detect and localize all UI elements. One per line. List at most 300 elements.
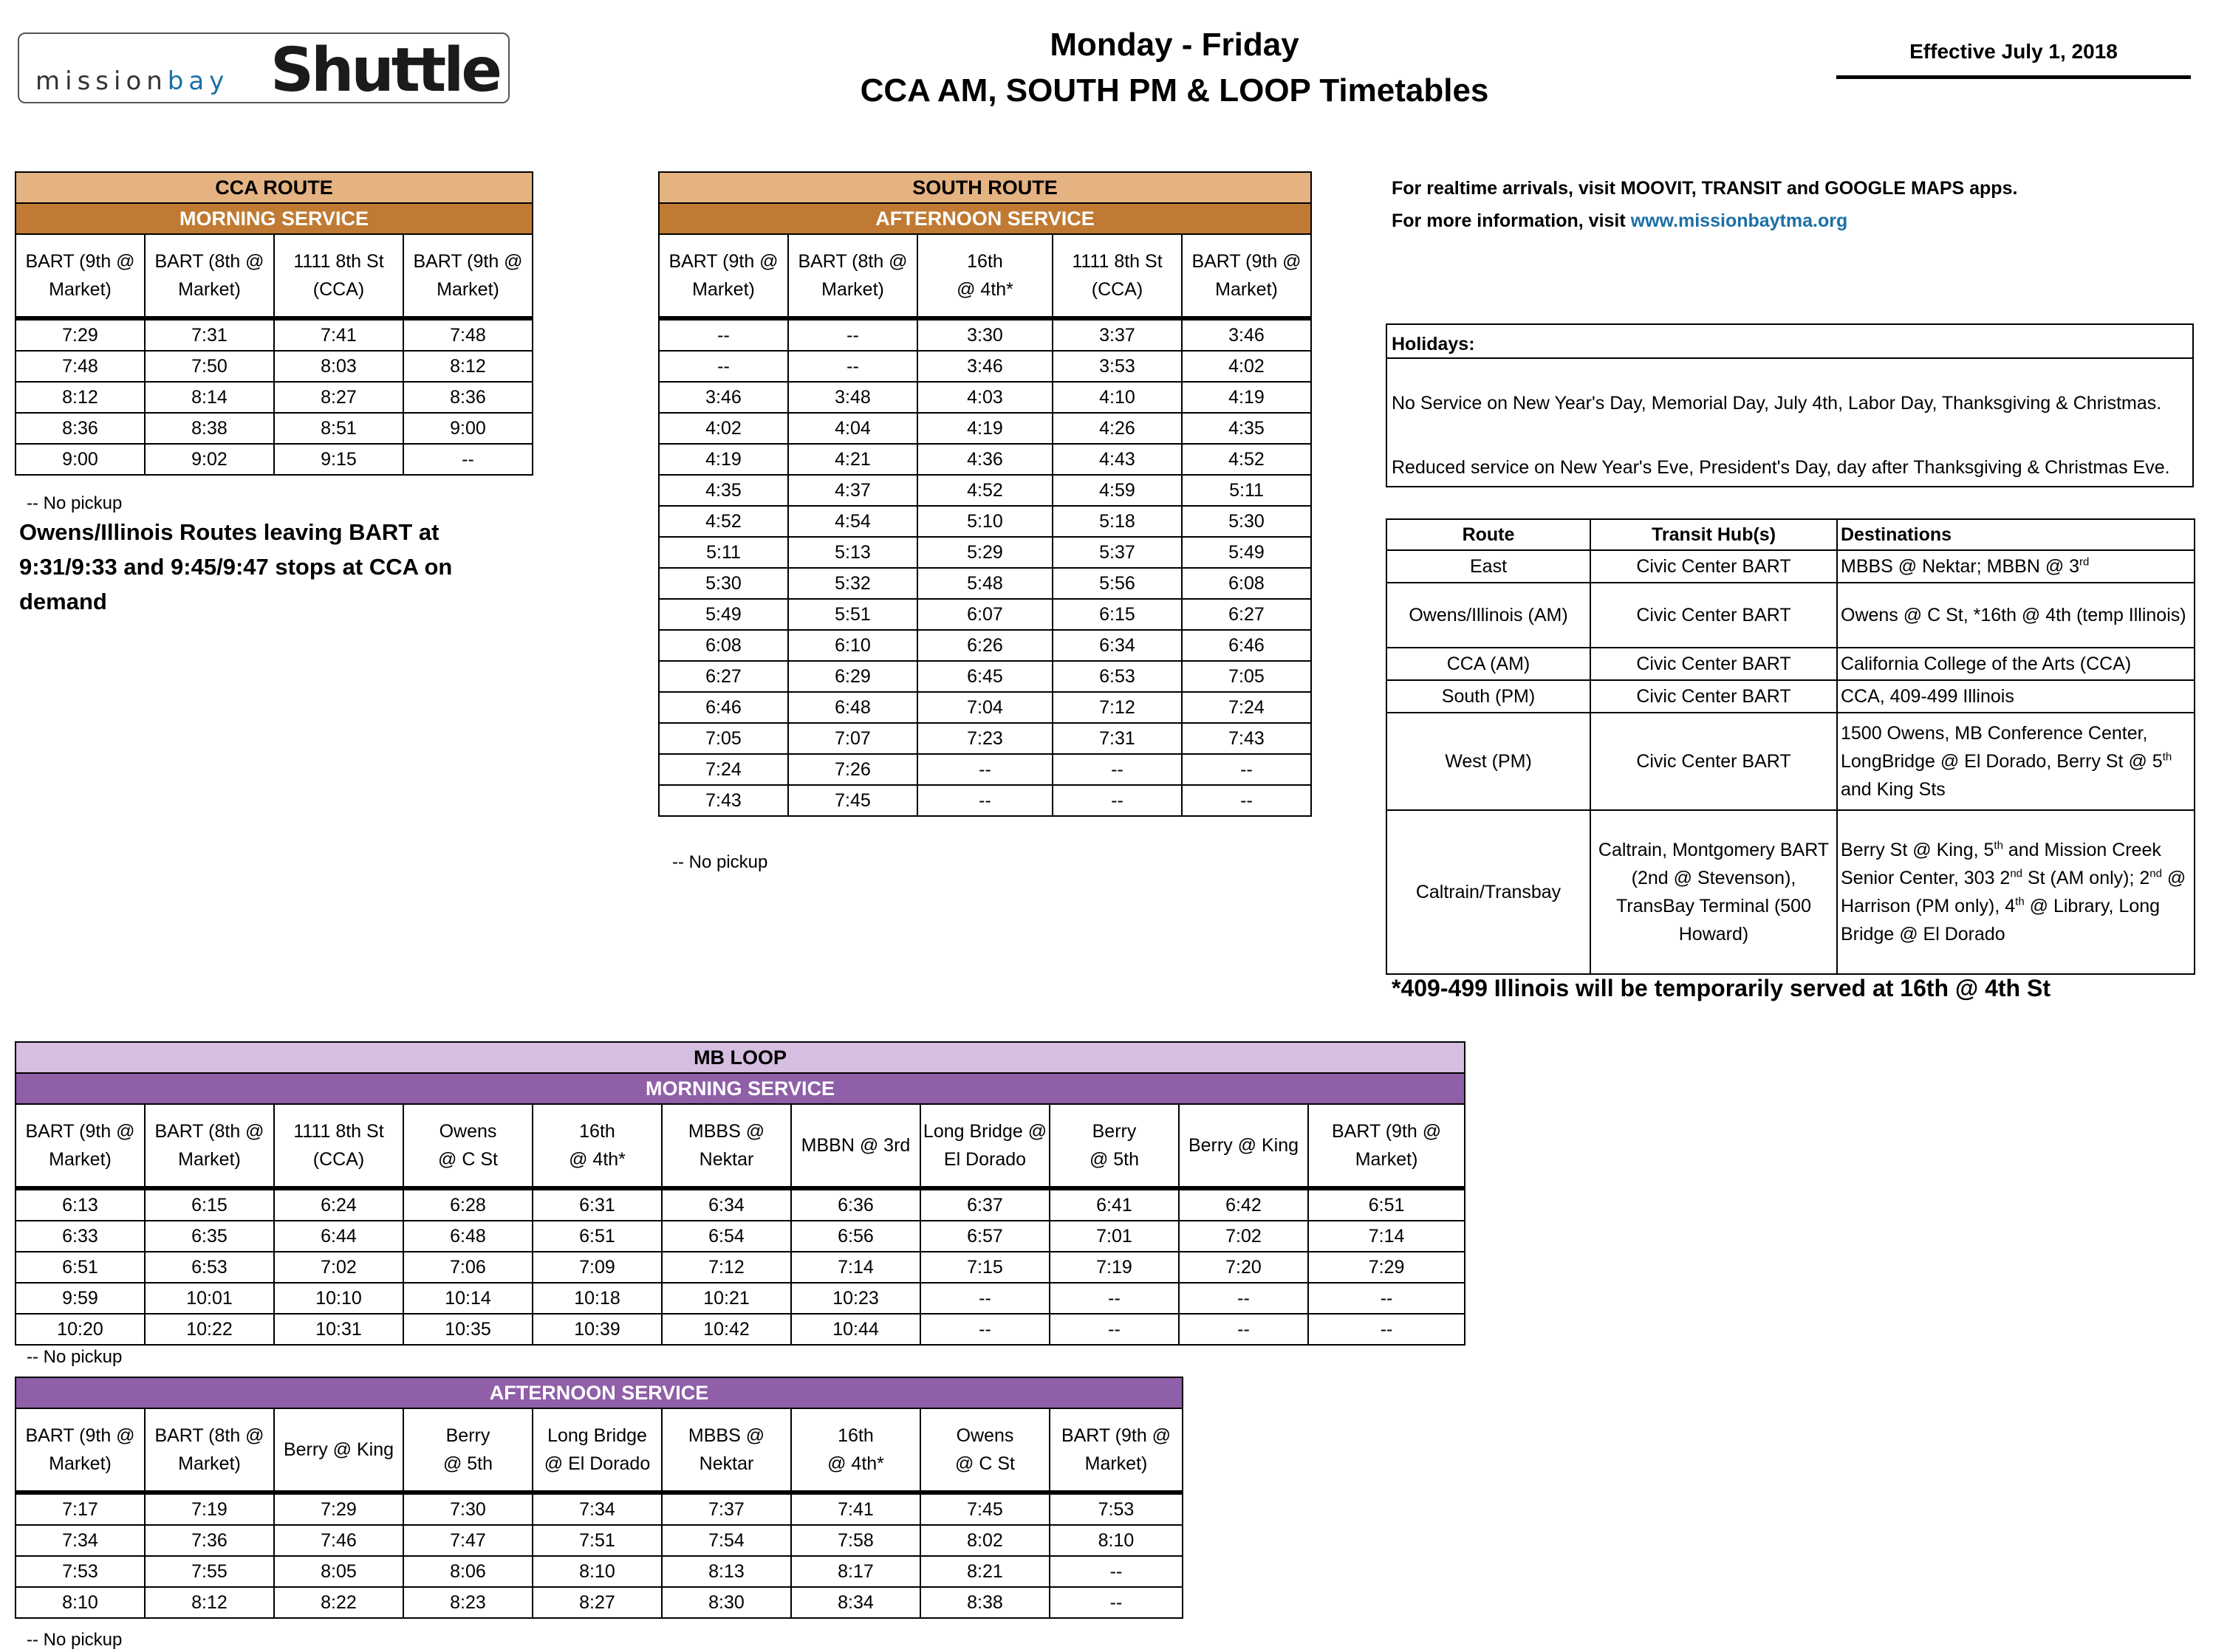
time-cell: 10:35 xyxy=(403,1314,533,1345)
table-row xyxy=(659,599,1311,630)
time-cell: 7:15 xyxy=(920,1252,1050,1283)
table-row xyxy=(16,1314,1465,1345)
table-row xyxy=(16,1252,1465,1283)
time-cell: -- xyxy=(1050,1556,1183,1587)
time-cell: 8:30 xyxy=(662,1587,791,1618)
time-cell: -- xyxy=(1050,1283,1179,1314)
time-cell: 7:07 xyxy=(788,723,917,754)
route-name: Caltrain/Transbay xyxy=(1386,810,1590,974)
table-row xyxy=(16,444,533,475)
route-hub: Civic Center BART xyxy=(1590,648,1837,680)
route-row-owens xyxy=(1386,583,2195,648)
table-row xyxy=(16,318,533,351)
time-cell: 6:42 xyxy=(1179,1188,1308,1221)
route-name: Owens/Illinois (AM) xyxy=(1386,583,1590,648)
column-header: Long Bridge @ El Dorado xyxy=(920,1104,1050,1188)
column-header: BART (9th @ Market) xyxy=(16,1104,145,1188)
time-cell: 10:31 xyxy=(274,1314,403,1345)
owens-note-line: Owens/Illinois Routes leaving BART at xyxy=(19,519,439,545)
time-cell: 7:46 xyxy=(274,1525,403,1556)
mission-bay-shuttle-logo xyxy=(18,32,510,106)
time-cell: 8:17 xyxy=(791,1556,920,1587)
time-cell: 5:11 xyxy=(659,537,788,568)
time-cell: 7:31 xyxy=(145,318,274,351)
time-cell: 5:49 xyxy=(659,599,788,630)
time-cell: 6:08 xyxy=(659,630,788,661)
column-header: BART (9th @ Market) xyxy=(1050,1408,1183,1492)
time-cell: 8:21 xyxy=(920,1556,1050,1587)
title-routes: CCA AM, SOUTH PM & LOOP Timetables xyxy=(860,72,1489,109)
time-cell: 6:53 xyxy=(1053,661,1182,692)
route-name: East xyxy=(1386,550,1590,583)
time-cell: 7:37 xyxy=(662,1492,791,1525)
time-cell: -- xyxy=(659,351,788,382)
time-cell: 7:24 xyxy=(659,754,788,785)
routes-table xyxy=(1386,518,2195,975)
time-cell: 8:27 xyxy=(274,382,403,413)
table-row xyxy=(659,351,1311,382)
time-cell: 4:35 xyxy=(659,475,788,506)
realtime-info: For realtime arrivals, visit MOOVIT, TRANSIT and GOOGLE MAPS apps. xyxy=(1392,178,2018,199)
time-cell: 7:43 xyxy=(659,785,788,816)
column-header: 16th @ 4th* xyxy=(917,234,1053,318)
time-cell: 7:47 xyxy=(403,1525,533,1556)
holidays-no-service: No Service on New Year's Day, Memorial Day, July 4th, Labor Day, Thanksgiving & Christmas. xyxy=(1392,393,2162,414)
time-cell: 5:13 xyxy=(788,537,917,568)
time-cell: 8:06 xyxy=(403,1556,533,1587)
table-row xyxy=(659,568,1311,599)
column-header: Berry @ King xyxy=(1179,1104,1308,1188)
cca-no-pickup-note: -- No pickup xyxy=(27,493,123,513)
time-cell: -- xyxy=(1308,1283,1465,1314)
time-cell: 7:05 xyxy=(1182,661,1311,692)
route-destinations: 1500 Owens, MB Conference Center, LongBridge @ El Dorado, Berry St @ 5th and King Sts xyxy=(1837,713,2195,810)
time-cell: 5:10 xyxy=(917,506,1053,537)
time-cell: 8:36 xyxy=(403,382,533,413)
time-cell: 7:58 xyxy=(791,1525,920,1556)
time-cell: 10:10 xyxy=(274,1283,403,1314)
time-cell: 8:10 xyxy=(16,1587,145,1618)
time-cell: 7:53 xyxy=(1050,1492,1183,1525)
time-cell: 6:15 xyxy=(145,1188,274,1221)
time-cell: 7:31 xyxy=(1053,723,1182,754)
route-destinations: MBBS @ Nektar; MBBN @ 3rd xyxy=(1837,550,2195,583)
time-cell: 8:03 xyxy=(274,351,403,382)
table-row xyxy=(659,413,1311,444)
time-cell: 6:41 xyxy=(1050,1188,1179,1221)
time-cell: -- xyxy=(1053,754,1182,785)
time-cell: 6:34 xyxy=(662,1188,791,1221)
time-cell: 8:13 xyxy=(662,1556,791,1587)
column-header: BART (9th @ Market) xyxy=(1308,1104,1465,1188)
time-cell: 10:18 xyxy=(533,1283,662,1314)
route-hub: Civic Center BART xyxy=(1590,583,1837,648)
column-header: BART (8th @ Market) xyxy=(788,234,917,318)
effective-date: Effective July 1, 2018 xyxy=(1836,40,2191,79)
time-cell: 6:34 xyxy=(1053,630,1182,661)
logo-shuttle-text: Shuttle xyxy=(270,35,499,106)
time-cell: -- xyxy=(788,351,917,382)
time-cell: 7:45 xyxy=(920,1492,1050,1525)
time-cell: 9:00 xyxy=(403,413,533,444)
title-days: Monday - Friday xyxy=(1050,27,1299,63)
time-cell: -- xyxy=(1182,785,1311,816)
owens-note-line: 9:31/9:33 and 9:45/9:47 stops at CCA on xyxy=(19,554,453,580)
time-cell: -- xyxy=(659,318,788,351)
column-header: Berry @ 5th xyxy=(403,1408,533,1492)
logo-mission-text: missionbay xyxy=(35,66,230,96)
time-cell: 6:10 xyxy=(788,630,917,661)
mb-loop-afternoon-table xyxy=(15,1377,1183,1619)
route-row-south xyxy=(1386,680,2195,713)
time-cell: 7:48 xyxy=(403,318,533,351)
time-cell: 6:08 xyxy=(1182,568,1311,599)
time-cell: -- xyxy=(788,318,917,351)
column-header: 1111 8th St (CCA) xyxy=(1053,234,1182,318)
time-cell: 6:48 xyxy=(403,1221,533,1252)
mb-loop-afternoon-title: AFTERNOON SERVICE xyxy=(16,1377,1183,1408)
time-cell: 7:30 xyxy=(403,1492,533,1525)
time-cell: 6:24 xyxy=(274,1188,403,1221)
table-row xyxy=(659,537,1311,568)
time-cell: 7:29 xyxy=(274,1492,403,1525)
time-cell: -- xyxy=(1053,785,1182,816)
table-row xyxy=(16,1587,1183,1618)
routes-header-destinations: Destinations xyxy=(1837,519,2195,550)
time-cell: 10:44 xyxy=(791,1314,920,1345)
column-header: MBBN @ 3rd xyxy=(791,1104,920,1188)
time-cell: 7:01 xyxy=(1050,1221,1179,1252)
route-hub: Caltrain, Montgomery BART (2nd @ Stevenson), TransBay Terminal (500 Howard) xyxy=(1590,810,1837,974)
time-cell: 7:48 xyxy=(16,351,145,382)
time-cell: 7:12 xyxy=(662,1252,791,1283)
time-cell: -- xyxy=(920,1283,1050,1314)
time-cell: -- xyxy=(1179,1283,1308,1314)
table-row xyxy=(16,382,533,413)
time-cell: 6:27 xyxy=(1182,599,1311,630)
south-route-title: SOUTH ROUTE xyxy=(659,172,1311,203)
table-row xyxy=(16,1188,1465,1221)
time-cell: 4:52 xyxy=(659,506,788,537)
time-cell: 7:19 xyxy=(1050,1252,1179,1283)
time-cell: 4:52 xyxy=(917,475,1053,506)
time-cell: 10:14 xyxy=(403,1283,533,1314)
column-header: BART (9th @ Market) xyxy=(1182,234,1311,318)
time-cell: 5:30 xyxy=(1182,506,1311,537)
time-cell: 9:00 xyxy=(16,444,145,475)
south-no-pickup-note: -- No pickup xyxy=(672,852,768,872)
time-cell: -- xyxy=(403,444,533,475)
time-cell: -- xyxy=(1050,1587,1183,1618)
time-cell: 9:59 xyxy=(16,1283,145,1314)
column-header: BART (8th @ Market) xyxy=(145,1104,274,1188)
time-cell: 4:54 xyxy=(788,506,917,537)
time-cell: 7:43 xyxy=(1182,723,1311,754)
time-cell: 6:27 xyxy=(659,661,788,692)
time-cell: 8:36 xyxy=(16,413,145,444)
time-cell: 8:38 xyxy=(920,1587,1050,1618)
time-cell: 6:56 xyxy=(791,1221,920,1252)
time-cell: 4:59 xyxy=(1053,475,1182,506)
column-header: MBBS @ Nektar xyxy=(662,1408,791,1492)
time-cell: 4:52 xyxy=(1182,444,1311,475)
time-cell: 9:02 xyxy=(145,444,274,475)
time-cell: 7:20 xyxy=(1179,1252,1308,1283)
column-header: Owens @ C St xyxy=(920,1408,1050,1492)
time-cell: 5:32 xyxy=(788,568,917,599)
time-cell: 5:49 xyxy=(1182,537,1311,568)
time-cell: 4:02 xyxy=(659,413,788,444)
time-cell: 6:57 xyxy=(920,1221,1050,1252)
time-cell: 7:12 xyxy=(1053,692,1182,723)
time-cell: 5:56 xyxy=(1053,568,1182,599)
time-cell: 8:12 xyxy=(403,351,533,382)
time-cell: 6:31 xyxy=(533,1188,662,1221)
time-cell: 3:48 xyxy=(788,382,917,413)
table-row xyxy=(659,785,1311,816)
time-cell: 4:26 xyxy=(1053,413,1182,444)
time-cell: 7:41 xyxy=(274,318,403,351)
route-row-cca xyxy=(1386,648,2195,680)
time-cell: -- xyxy=(917,785,1053,816)
time-cell: 9:15 xyxy=(274,444,403,475)
time-cell: 6:51 xyxy=(533,1221,662,1252)
table-row xyxy=(659,475,1311,506)
time-cell: -- xyxy=(1182,754,1311,785)
time-cell: 3:46 xyxy=(1182,318,1311,351)
missionbaytma-link[interactable]: www.missionbaytma.org xyxy=(1630,210,1848,231)
time-cell: 8:02 xyxy=(920,1525,1050,1556)
table-row xyxy=(16,1283,1465,1314)
time-cell: -- xyxy=(1179,1314,1308,1345)
table-row xyxy=(659,630,1311,661)
time-cell: 7:06 xyxy=(403,1252,533,1283)
time-cell: 10:39 xyxy=(533,1314,662,1345)
column-header: MBBS @ Nektar xyxy=(662,1104,791,1188)
time-cell: 7:51 xyxy=(533,1525,662,1556)
time-cell: 7:29 xyxy=(16,318,145,351)
table-row xyxy=(659,723,1311,754)
time-cell: 5:51 xyxy=(788,599,917,630)
table-row xyxy=(16,1556,1183,1587)
time-cell: 6:26 xyxy=(917,630,1053,661)
time-cell: 8:14 xyxy=(145,382,274,413)
table-row xyxy=(16,1492,1183,1525)
cca-route-table xyxy=(15,171,533,476)
time-cell: 10:23 xyxy=(791,1283,920,1314)
time-cell: 6:29 xyxy=(788,661,917,692)
column-header: BART (8th @ Market) xyxy=(145,1408,274,1492)
cca-service-title: MORNING SERVICE xyxy=(16,203,533,234)
time-cell: 8:05 xyxy=(274,1556,403,1587)
time-cell: 7:55 xyxy=(145,1556,274,1587)
time-cell: 6:33 xyxy=(16,1221,145,1252)
time-cell: 7:23 xyxy=(917,723,1053,754)
time-cell: 7:50 xyxy=(145,351,274,382)
time-cell: 7:29 xyxy=(1308,1252,1465,1283)
mb-loop-title: MB LOOP xyxy=(16,1042,1465,1073)
time-cell: 7:02 xyxy=(1179,1221,1308,1252)
route-hub: Civic Center BART xyxy=(1590,713,1837,810)
time-cell: 4:19 xyxy=(659,444,788,475)
owens-illinois-note xyxy=(19,515,452,619)
time-cell: 5:18 xyxy=(1053,506,1182,537)
time-cell: 7:24 xyxy=(1182,692,1311,723)
time-cell: 5:30 xyxy=(659,568,788,599)
time-cell: 6:35 xyxy=(145,1221,274,1252)
column-header: 16th @ 4th* xyxy=(791,1408,920,1492)
more-info: For more information, visit www.missionbaytma.org xyxy=(1392,210,1848,231)
time-cell: 6:46 xyxy=(659,692,788,723)
south-route-table xyxy=(658,171,1312,817)
column-header: BART (8th @ Market) xyxy=(145,234,274,318)
cca-route-title: CCA ROUTE xyxy=(16,172,533,203)
time-cell: 7:14 xyxy=(791,1252,920,1283)
time-cell: 6:48 xyxy=(788,692,917,723)
time-cell: -- xyxy=(1308,1314,1465,1345)
column-header: BART (9th @ Market) xyxy=(16,1408,145,1492)
column-header: BART (9th @ Market) xyxy=(16,234,145,318)
time-cell: 4:35 xyxy=(1182,413,1311,444)
mb-loop-morning-title: MORNING SERVICE xyxy=(16,1073,1465,1104)
table-row xyxy=(659,382,1311,413)
owens-note-line: demand xyxy=(19,589,107,614)
time-cell: -- xyxy=(917,754,1053,785)
time-cell: 6:28 xyxy=(403,1188,533,1221)
illinois-footnote: *409-499 Illinois will be temporarily served at 16th @ 4th St xyxy=(1392,975,2050,1001)
column-header: BART (9th @ Market) xyxy=(659,234,788,318)
time-cell: 8:34 xyxy=(791,1587,920,1618)
time-cell: 10:01 xyxy=(145,1283,274,1314)
table-row xyxy=(16,413,533,444)
time-cell: 7:26 xyxy=(788,754,917,785)
time-cell: 10:20 xyxy=(16,1314,145,1345)
time-cell: 7:05 xyxy=(659,723,788,754)
routes-header-hub: Transit Hub(s) xyxy=(1590,519,1837,550)
column-header: Berry @ 5th xyxy=(1050,1104,1179,1188)
table-row xyxy=(659,506,1311,537)
time-cell: 7:19 xyxy=(145,1492,274,1525)
time-cell: 6:51 xyxy=(1308,1188,1465,1221)
time-cell: 6:44 xyxy=(274,1221,403,1252)
time-cell: 8:51 xyxy=(274,413,403,444)
time-cell: 4:10 xyxy=(1053,382,1182,413)
route-destinations: Owens @ C St, *16th @ 4th (temp Illinois) xyxy=(1837,583,2195,648)
time-cell: 6:53 xyxy=(145,1252,274,1283)
page-title xyxy=(739,22,1610,114)
table-row xyxy=(659,444,1311,475)
time-cell: 7:54 xyxy=(662,1525,791,1556)
table-row xyxy=(659,692,1311,723)
time-cell: 5:29 xyxy=(917,537,1053,568)
route-name: South (PM) xyxy=(1386,680,1590,713)
time-cell: 6:37 xyxy=(920,1188,1050,1221)
time-cell: 4:21 xyxy=(788,444,917,475)
time-cell: 8:27 xyxy=(533,1587,662,1618)
table-row xyxy=(16,351,533,382)
route-name: West (PM) xyxy=(1386,713,1590,810)
column-header: Berry @ King xyxy=(274,1408,403,1492)
time-cell: 6:46 xyxy=(1182,630,1311,661)
time-cell: -- xyxy=(1050,1314,1179,1345)
time-cell: 7:53 xyxy=(16,1556,145,1587)
time-cell: 8:38 xyxy=(145,413,274,444)
time-cell: 8:12 xyxy=(16,382,145,413)
time-cell: 6:54 xyxy=(662,1221,791,1252)
time-cell: 8:10 xyxy=(1050,1525,1183,1556)
route-row-east xyxy=(1386,550,2195,583)
column-header: BART (9th @ Market) xyxy=(403,234,533,318)
time-cell: 4:04 xyxy=(788,413,917,444)
holidays-box xyxy=(1386,323,2194,487)
route-hub: Civic Center BART xyxy=(1590,680,1837,713)
loop-pm-no-pickup-note: -- No pickup xyxy=(27,1630,123,1650)
route-row-west xyxy=(1386,713,2195,810)
time-cell: 6:45 xyxy=(917,661,1053,692)
info-block xyxy=(1392,172,2017,237)
time-cell: 8:10 xyxy=(533,1556,662,1587)
time-cell: 7:41 xyxy=(791,1492,920,1525)
time-cell: 4:03 xyxy=(917,382,1053,413)
route-destinations: Berry St @ King, 5th and Mission Creek Senior Center, 303 2nd St (AM only); 2nd @ Harrison (PM only), 4th @ Library, Long Bridge @ El Dorado xyxy=(1837,810,2195,974)
time-cell: 6:51 xyxy=(16,1252,145,1283)
time-cell: 5:37 xyxy=(1053,537,1182,568)
time-cell: 10:21 xyxy=(662,1283,791,1314)
time-cell: 5:48 xyxy=(917,568,1053,599)
route-destinations: CCA, 409-499 Illinois xyxy=(1837,680,2195,713)
time-cell: 7:02 xyxy=(274,1252,403,1283)
table-row xyxy=(659,661,1311,692)
time-cell: 7:17 xyxy=(16,1492,145,1525)
time-cell: 7:34 xyxy=(16,1525,145,1556)
time-cell: 7:09 xyxy=(533,1252,662,1283)
route-row-caltrain xyxy=(1386,810,2195,974)
time-cell: 4:37 xyxy=(788,475,917,506)
time-cell: 6:15 xyxy=(1053,599,1182,630)
time-cell: 3:46 xyxy=(917,351,1053,382)
time-cell: 8:22 xyxy=(274,1587,403,1618)
holidays-title: Holidays: xyxy=(1392,334,1475,354)
time-cell: 8:23 xyxy=(403,1587,533,1618)
route-hub: Civic Center BART xyxy=(1590,550,1837,583)
time-cell: 7:36 xyxy=(145,1525,274,1556)
time-cell: 10:42 xyxy=(662,1314,791,1345)
route-name: CCA (AM) xyxy=(1386,648,1590,680)
routes-header-route: Route xyxy=(1386,519,1590,550)
holidays-reduced-service: Reduced service on New Year's Eve, President's Day, day after Thanksgiving & Christmas Eve. xyxy=(1392,457,2170,478)
route-destinations: California College of the Arts (CCA) xyxy=(1837,648,2195,680)
time-cell: 4:36 xyxy=(917,444,1053,475)
time-cell: 6:07 xyxy=(917,599,1053,630)
table-row xyxy=(659,754,1311,785)
table-row xyxy=(16,1525,1183,1556)
south-service-title: AFTERNOON SERVICE xyxy=(659,203,1311,234)
time-cell: 4:19 xyxy=(1182,382,1311,413)
time-cell: 7:34 xyxy=(533,1492,662,1525)
column-header: Long Bridge @ El Dorado xyxy=(533,1408,662,1492)
time-cell: 5:11 xyxy=(1182,475,1311,506)
time-cell: 4:19 xyxy=(917,413,1053,444)
time-cell: 8:12 xyxy=(145,1587,274,1618)
time-cell: 7:04 xyxy=(917,692,1053,723)
time-cell: 7:14 xyxy=(1308,1221,1465,1252)
time-cell: 4:43 xyxy=(1053,444,1182,475)
column-header: 1111 8th St (CCA) xyxy=(274,1104,403,1188)
time-cell: -- xyxy=(920,1314,1050,1345)
time-cell: 10:22 xyxy=(145,1314,274,1345)
time-cell: 3:53 xyxy=(1053,351,1182,382)
time-cell: 7:45 xyxy=(788,785,917,816)
